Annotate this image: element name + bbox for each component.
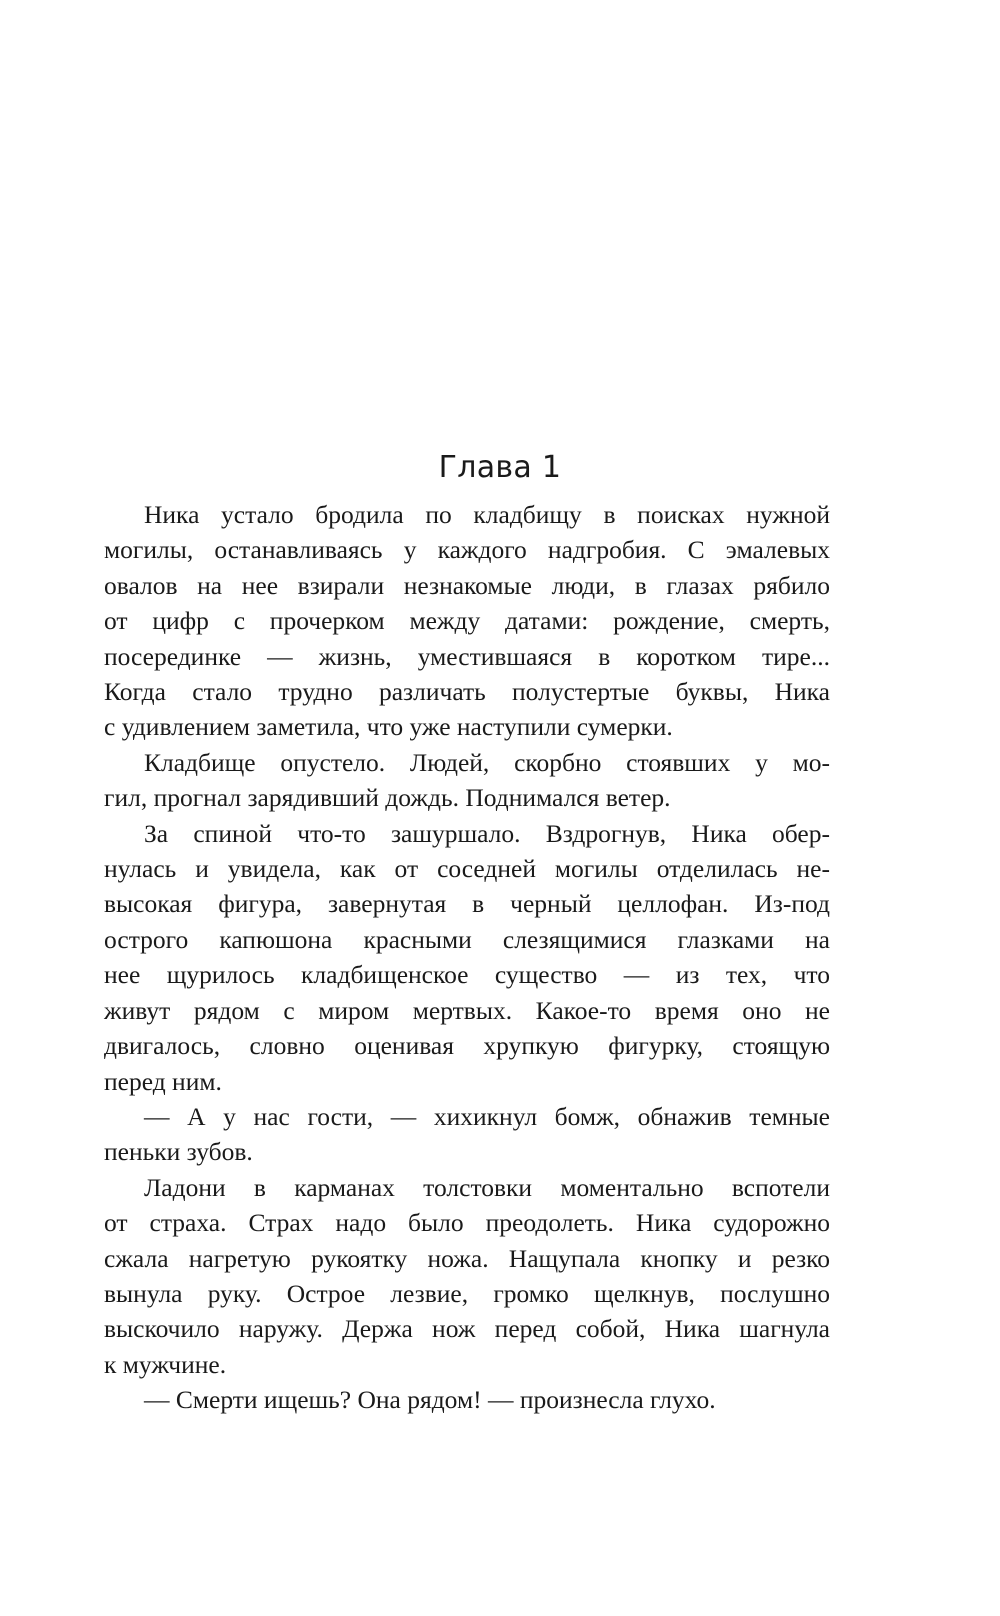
paragraph (104, 497, 830, 745)
chapter-body (104, 497, 830, 1418)
paragraph (104, 816, 830, 1099)
text-line: сжала нагретую рукоятку ножа. Нащупала кнопку и резко (104, 1243, 830, 1273)
text-line: нее щурилось кладбищенское существо — из тех, что (104, 960, 830, 990)
text-line: — А у нас гости, — хихикнул бомж, обнажив темные (144, 1101, 830, 1131)
text-line: посерединке — жизнь, уместившаяся в коротком тире... (104, 641, 830, 671)
text-line: овалов на нее взирали незнакомые люди, в глазах рябило (104, 570, 830, 600)
paragraph (104, 745, 830, 816)
text-line: двигалось, словно оценивая хрупкую фигурку, стоящую (104, 1031, 830, 1061)
text-line: от страха. Страх надо было преодолеть. Ника судорожно (104, 1208, 830, 1238)
text-line: Когда стало трудно различать полустертые буквы, Ника (104, 677, 830, 707)
paragraph (104, 1099, 830, 1170)
paragraph (104, 1170, 830, 1382)
text-line: живут рядом с миром мертвых. Какое-то время оно не (104, 995, 830, 1025)
text-line: перед ним. (104, 1066, 222, 1096)
text-line: Кладбище опустело. Людей, скорбно стоявших у мо- (144, 747, 830, 777)
text-line: гил, прогнал зарядивший дождь. Поднимался ветер. (104, 783, 671, 813)
text-line: от цифр с прочерком между датами: рождение, смерть, (104, 606, 830, 636)
text-line: За спиной что-то зашуршало. Вздрогнув, Ника обер- (144, 818, 830, 848)
text-line: пеньки зубов. (104, 1137, 253, 1167)
chapter-title: Глава 1 (438, 450, 562, 485)
text-line: нулась и увидела, как от соседней могилы отделилась не- (104, 854, 830, 884)
text-line: могилы, останавливаясь у каждого надгробия. С эмалевых (104, 535, 830, 565)
text-line: с удивлением заметила, что уже наступили сумерки. (104, 712, 673, 742)
text-line: к мужчине. (104, 1349, 227, 1379)
text-line: Ника устало бродила по кладбищу в поисках нужной (144, 500, 830, 529)
text-line: — Смерти ищешь? Она рядом! — произнесла глухо. (144, 1385, 716, 1415)
text-line: высокая фигура, завернутая в черный целлофан. Из-под (104, 889, 830, 919)
text-line: вынула руку. Острое лезвие, громко щелкнув, послушно (104, 1278, 830, 1308)
text-line: выскочило наружу. Держа нож перед собой, Ника шагнула (104, 1314, 830, 1344)
paragraph (104, 1382, 830, 1417)
text-line: Ладони в карманах толстовки моментально вспотели (144, 1172, 830, 1202)
text-line: острого капюшона красными слезящимися глазками на (104, 924, 830, 954)
